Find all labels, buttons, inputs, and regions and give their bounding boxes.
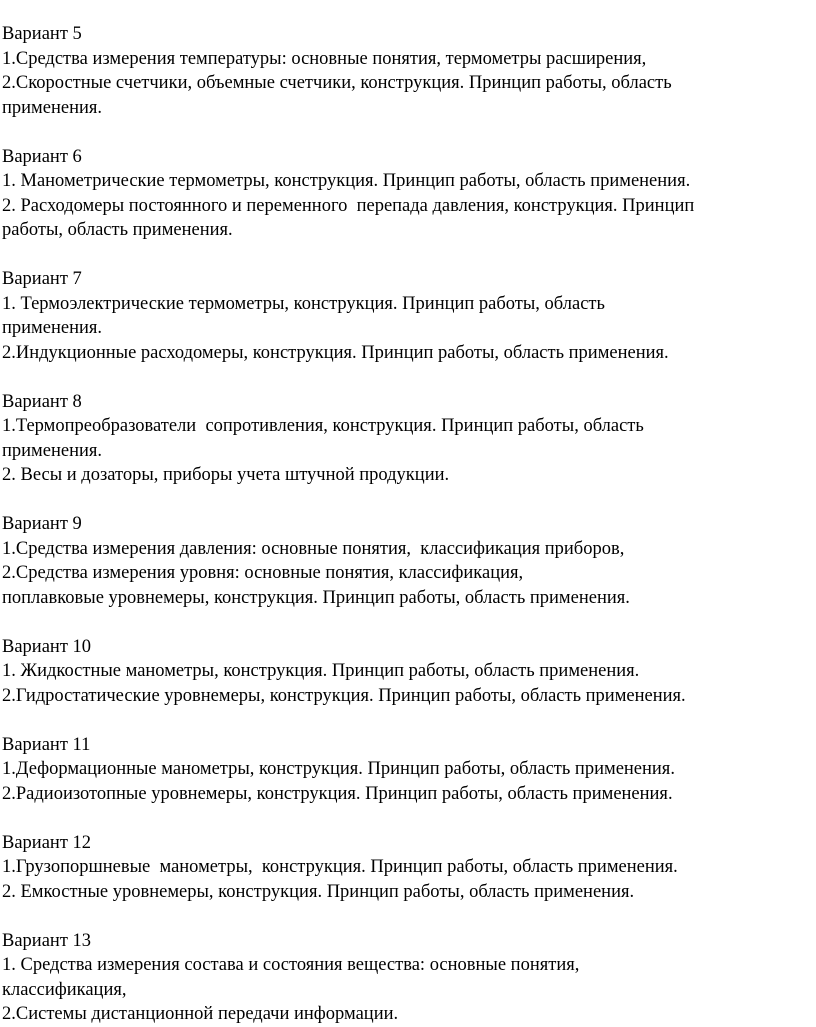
variant-line: 2. Весы и дозаторы, приборы учета штучной продукции. — [2, 465, 450, 485]
variant-line: 2.Системы дистанционной передачи информации. — [2, 1004, 399, 1024]
variant-block — [2, 831, 816, 905]
variant-title: Вариант 11 — [2, 734, 91, 755]
variant-block — [2, 390, 816, 488]
variant-line: 1. Манометрические термометры, конструкция. Принцип работы, область применения. — [2, 171, 691, 191]
variant-line: 1. Жидкостные манометры, конструкция. Принцип работы, область применения. — [2, 661, 640, 681]
variant-line: применения. — [2, 440, 103, 461]
variant-line: применения. — [2, 318, 103, 338]
variant-line: поплавковые уровнемеры, конструкция. Принцип работы, область применения. — [2, 587, 630, 608]
variant-block — [2, 929, 816, 1027]
variant-title: Вариант 12 — [2, 832, 92, 853]
variant-block — [2, 22, 816, 120]
variant-line: 1.Деформационные манометры, конструкция. Принцип работы, область применения. — [2, 759, 675, 779]
variant-line: классификация, — [2, 979, 127, 1000]
variant-line: 2.Средства измерения уровня: основные понятия, классификация, — [2, 563, 524, 583]
variant-block — [2, 635, 816, 709]
variant-line: работы, область применения. — [2, 220, 233, 240]
variant-block — [2, 733, 816, 807]
variant-line: 2. Емкостные уровнемеры, конструкция. Принцип работы, область применения. — [2, 881, 635, 902]
variant-line: 2.Радиоизотопные уровнемеры, конструкция. Принцип работы, область применения. — [2, 783, 673, 804]
variant-title: Вариант 9 — [2, 514, 82, 534]
variant-line: 1. Термоэлектрические термометры, конструкция. Принцип работы, область — [2, 293, 605, 314]
variant-title: Вариант 7 — [2, 269, 82, 289]
variant-line: 1.Средства измерения температуры: основные понятия, термометры расширения, — [2, 48, 647, 69]
variant-line: 1.Термопреобразователи сопротивления, конструкция. Принцип работы, область — [2, 416, 644, 436]
variant-block — [2, 145, 816, 243]
variant-title: Вариант 10 — [2, 636, 92, 657]
variant-line: применения. — [2, 97, 103, 118]
variant-line: 2.Индукционные расходомеры, конструкция. Принцип работы, область применения. — [2, 342, 669, 363]
variant-title: Вариант 6 — [2, 146, 82, 167]
variant-title: Вариант 5 — [2, 24, 82, 44]
variant-line: 1.Грузопоршневые манометры, конструкция. Принцип работы, область применения. — [2, 857, 678, 877]
variant-line: 1.Средства измерения давления: основные понятия, классификация приборов, — [2, 538, 625, 559]
variant-title: Вариант 8 — [2, 391, 82, 412]
variant-title: Вариант 13 — [2, 930, 92, 951]
variant-line: 2.Гидростатические уровнемеры, конструкция. Принцип работы, область применения. — [2, 685, 686, 706]
variant-line: 2. Расходомеры постоянного и переменного перепада давления, конструкция. Принцип — [2, 195, 695, 216]
variant-line: 2.Скоростные счетчики, объемные счетчики, конструкция. Принцип работы, область — [2, 73, 672, 93]
variant-block — [2, 267, 816, 365]
variant-block — [2, 512, 816, 610]
variant-line: 1. Средства измерения состава и состояния вещества: основные понятия, — [2, 955, 580, 975]
